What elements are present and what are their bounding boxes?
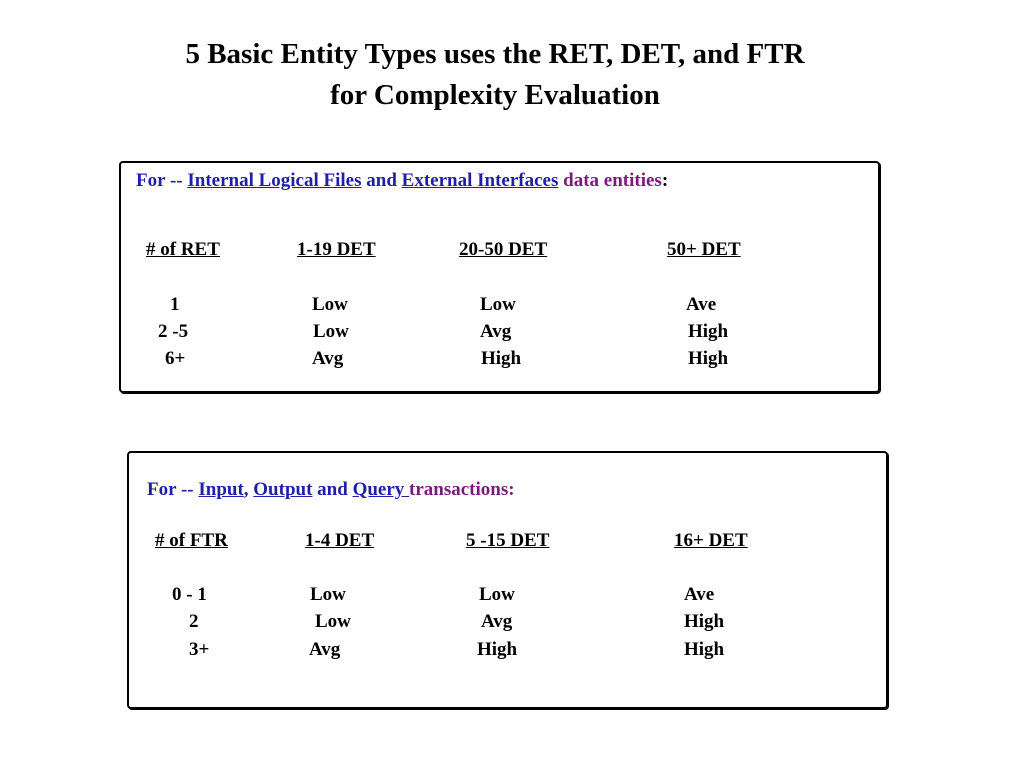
ret-row-1-col-1: Low	[312, 294, 348, 315]
ftr-row-1-col-1: Low	[310, 584, 346, 605]
det-50-plus-header: 50+ DET	[667, 239, 741, 260]
ret-row-3-col-2: High	[481, 348, 522, 369]
slide-title	[0, 34, 990, 116]
ftr-row-3-col-3: High	[684, 639, 725, 660]
slide-title-line-1: 5 Basic Entity Types uses the RET, DET, and FTR	[185, 38, 805, 70]
intro-and: and	[361, 170, 402, 191]
ret-row-2-col-3: High	[688, 321, 729, 342]
ret-row-3-col-1: Avg	[312, 348, 344, 369]
intro-suffix: transactions:	[409, 479, 515, 500]
slide-title-line-2: for Complexity Evaluation	[330, 79, 660, 111]
output-link[interactable]: Output	[253, 479, 313, 500]
ftr-row-2-col-1: Low	[315, 611, 351, 632]
ret-row-3-col-3: High	[688, 348, 729, 369]
ftr-row-3-count: 3+	[189, 639, 210, 660]
ret-row-3-count: 6+	[165, 348, 186, 369]
ret-column-header: # of RET	[146, 239, 220, 260]
intro-comma: ,	[243, 479, 254, 500]
ftr-row-1-col-2: Low	[479, 584, 515, 605]
intro-colon: :	[661, 170, 669, 191]
det-1-19-header: 1-19 DET	[297, 239, 376, 260]
ftr-row-2-count: 2	[189, 611, 199, 632]
ftr-row-1-col-3: Ave	[684, 584, 715, 605]
intro-suffix: data entities	[558, 170, 662, 191]
ret-row-1-col-2: Low	[480, 294, 516, 315]
ret-row-2-count: 2 -5	[158, 321, 189, 342]
input-link[interactable]: Input	[198, 479, 244, 500]
det-1-4-header: 1-4 DET	[305, 530, 375, 551]
intro-prefix: For --	[147, 479, 199, 500]
det-20-50-header: 20-50 DET	[459, 239, 548, 260]
intro-prefix: For --	[136, 170, 188, 191]
ret-row-2-col-2: Avg	[480, 321, 512, 342]
transactions-intro	[147, 479, 515, 501]
intro-and: and	[312, 479, 353, 500]
query-link[interactable]: Query	[352, 479, 410, 500]
det-5-15-header: 5 -15 DET	[466, 530, 550, 551]
ftr-row-3-col-1: Avg	[309, 639, 341, 660]
ftr-row-1-count: 0 - 1	[172, 584, 207, 605]
ret-row-1-count: 1	[170, 294, 180, 315]
ftr-row-2-col-3: High	[684, 611, 725, 632]
ftr-column-header: # of FTR	[155, 530, 228, 551]
ftr-row-2-col-2: Avg	[481, 611, 513, 632]
det-16-plus-header: 16+ DET	[674, 530, 748, 551]
external-interfaces-link[interactable]: External Interfaces	[401, 170, 559, 191]
ret-row-1-col-3: Ave	[686, 294, 717, 315]
data-entities-intro	[136, 170, 668, 192]
internal-logical-files-link[interactable]: Internal Logical Files	[187, 170, 362, 191]
ret-row-2-col-1: Low	[313, 321, 349, 342]
ftr-row-3-col-2: High	[477, 639, 518, 660]
